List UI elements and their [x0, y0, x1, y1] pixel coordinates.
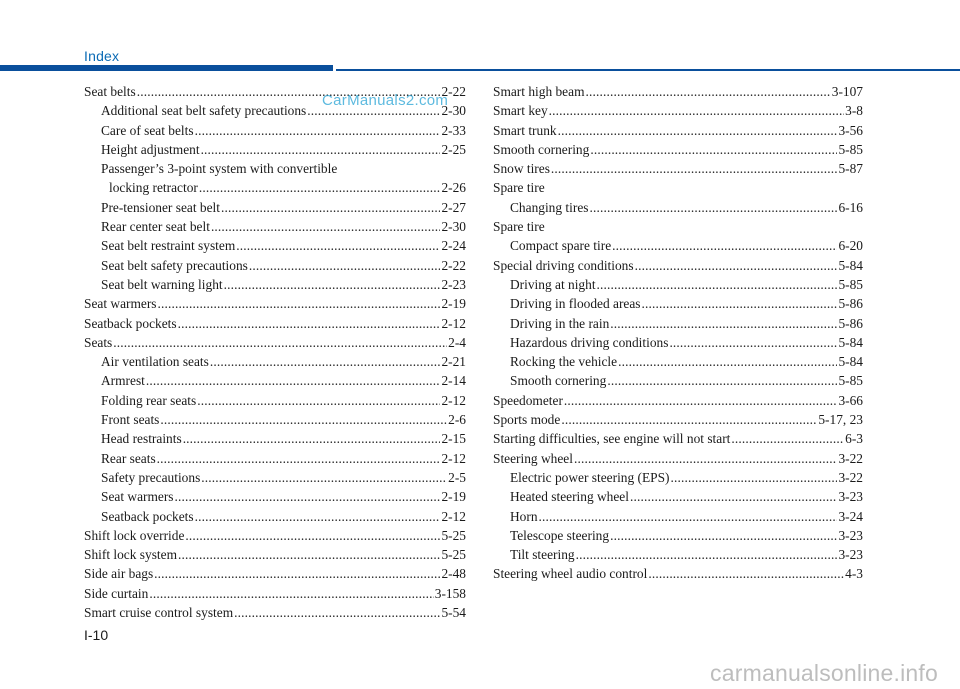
dot-leader: [221, 198, 440, 217]
index-entry-page: 6-20: [838, 238, 863, 254]
index-entry: [493, 140, 863, 159]
index-entry: [84, 487, 466, 506]
index-entry-label: Compact spare tire: [510, 238, 612, 254]
index-entry-label: Sports mode: [493, 412, 561, 428]
index-entry-label: Steering wheel: [493, 450, 573, 466]
index-entry: [84, 391, 466, 410]
index-entry-label: Seat warmers: [101, 489, 174, 505]
dot-leader: [199, 178, 441, 197]
dot-leader: [576, 545, 838, 564]
dot-leader: [635, 256, 838, 275]
header-rule-thin: [336, 69, 960, 71]
index-entry-label: Shift lock override: [84, 527, 185, 543]
index-entry: [84, 236, 466, 255]
index-entry-page: 5-25: [441, 547, 466, 563]
dot-leader: [210, 352, 441, 371]
index-entry-page: 2-33: [441, 122, 466, 138]
index-entry-label: Speedometer: [493, 392, 563, 408]
index-entry: [493, 468, 863, 487]
index-entry: [493, 545, 863, 564]
dot-leader: [549, 101, 844, 120]
index-entry-label: Smart trunk: [493, 122, 557, 138]
dot-leader: [154, 564, 440, 583]
index-entry-page: 5-85: [838, 373, 863, 389]
index-entry-label: Smart cruise control system: [84, 605, 234, 621]
index-entry-page: 2-48: [441, 566, 466, 582]
index-entry-page: 3-107: [831, 84, 863, 99]
index-entry-page: 2-12: [441, 450, 466, 466]
index-entry: [493, 294, 863, 313]
dot-leader: [574, 449, 838, 468]
index-entry-label: Seat belt safety precautions: [101, 257, 248, 273]
dot-leader: [146, 371, 441, 390]
index-entry-label: Horn: [510, 508, 538, 524]
dot-leader: [731, 429, 844, 448]
index-entry: [84, 603, 466, 622]
index-entry-page: 3-23: [838, 527, 863, 543]
index-entry: [84, 545, 466, 564]
dot-leader: [630, 487, 837, 506]
index-entry-label: Care of seat belts: [101, 122, 194, 138]
index-entry: [493, 371, 863, 390]
dot-leader: [586, 82, 831, 101]
dot-leader: [195, 121, 441, 140]
dot-leader: [589, 198, 837, 217]
index-entry-label: Seat warmers: [84, 296, 157, 312]
index-entry-page: 5-25: [441, 527, 466, 543]
index-entry: [84, 449, 466, 468]
index-entry-page: 3-22: [838, 450, 863, 466]
index-entry: [493, 526, 863, 545]
index-entry-page: 2-4: [448, 334, 466, 350]
dot-leader: [197, 391, 440, 410]
dot-leader: [201, 468, 447, 487]
dot-leader: [564, 391, 838, 410]
index-entry: [493, 352, 863, 371]
index-entry: [84, 198, 466, 217]
dot-leader: [561, 410, 817, 429]
index-entry-label: Driving in the rain: [510, 315, 610, 331]
index-entry-page: 5-54: [441, 605, 466, 621]
dot-leader: [590, 140, 837, 159]
dot-leader: [610, 526, 837, 545]
index-entry: [84, 507, 466, 526]
index-entry: [493, 429, 863, 448]
index-entry: [84, 352, 466, 371]
index-entry-label: Smooth cornering: [510, 373, 607, 389]
index-entry-label: Starting difficulties, see engine will not start: [493, 431, 731, 447]
index-entry-label: Snow tires: [493, 161, 550, 177]
index-entry-label: Seat belts: [84, 84, 136, 99]
watermark-text: CarManuals2.com: [322, 92, 449, 109]
index-entry-page: 2-30: [441, 219, 466, 235]
dot-leader: [607, 371, 837, 390]
index-entry-label: Front seats: [101, 412, 160, 428]
index-entry-label: Additional seat belt safety precautions: [101, 103, 307, 119]
index-entry-page: 2-5: [448, 469, 466, 485]
index-entry: [493, 507, 863, 526]
dot-leader: [612, 236, 837, 255]
index-heading: Spare tire: [493, 180, 545, 196]
index-entry-page: 5-84: [838, 334, 863, 350]
dot-leader: [558, 121, 838, 140]
dot-leader: [618, 352, 837, 371]
index-entry-page: 5-84: [838, 257, 863, 273]
index-entry: [84, 410, 466, 429]
index-entry-page: 2-19: [441, 296, 466, 312]
index-entry-page: 5-85: [838, 276, 863, 292]
dot-leader: [183, 429, 441, 448]
dot-leader: [211, 217, 441, 236]
index-entry-page: 5-17, 23: [818, 412, 863, 428]
dot-leader: [539, 507, 838, 526]
index-entry: [493, 449, 863, 468]
index-entry-page: 2-6: [448, 412, 466, 428]
index-entry: [493, 487, 863, 506]
dot-leader: [671, 468, 838, 487]
dot-leader: [160, 410, 447, 429]
dot-leader: [195, 507, 441, 526]
index-entry-page: 3-23: [838, 547, 863, 563]
index-entry-label: Hazardous driving conditions: [510, 334, 669, 350]
index-entry-page: 2-22: [441, 257, 466, 273]
index-heading: Spare tire: [493, 219, 545, 235]
dot-leader: [178, 314, 441, 333]
index-entry-label: Side curtain: [84, 585, 149, 601]
index-entry: [84, 121, 466, 140]
index-entry-page: 3-23: [838, 489, 863, 505]
index-column-right: [493, 82, 863, 584]
index-entry: [493, 101, 863, 120]
page-title: Index: [84, 48, 120, 64]
index-entry-label: Driving at night: [510, 276, 596, 292]
index-entry-label: Heated steering wheel: [510, 489, 629, 505]
dot-leader: [551, 159, 838, 178]
index-entry-label: Electric power steering (EPS): [510, 469, 670, 485]
index-entry-page: 3-158: [434, 585, 466, 601]
index-entry-page: 2-15: [441, 431, 466, 447]
dot-leader: [175, 487, 441, 506]
dot-leader: [597, 275, 838, 294]
index-entry-label: Pre-tensioner seat belt: [101, 199, 220, 215]
dot-leader: [224, 275, 441, 294]
index-entry-page: 6-3: [845, 431, 863, 447]
index-entry: [493, 333, 863, 352]
index-column-left: [84, 82, 466, 622]
index-entry-page: 2-23: [441, 276, 466, 292]
index-entry: [493, 410, 863, 429]
index-entry-label: Changing tires: [510, 199, 589, 215]
dot-leader: [158, 294, 441, 313]
index-entry-label: Telescope steering: [510, 527, 610, 543]
dot-leader: [149, 584, 433, 603]
footer-watermark-url: carmanualsonline.info: [710, 660, 938, 686]
index-entry-page: 2-22: [441, 84, 466, 99]
index-entry-label: Seats: [84, 334, 113, 350]
index-entry: [84, 294, 466, 313]
index-entry: [84, 429, 466, 448]
index-entry-page: 5-86: [838, 296, 863, 312]
index-entry-page: 5-84: [838, 354, 863, 370]
index-entry-page: 3-22: [838, 469, 863, 485]
index-entry-label: Height adjustment: [101, 141, 200, 157]
index-entry-page: 3-8: [845, 103, 863, 119]
index-entry: [493, 159, 863, 178]
index-entry: [493, 564, 863, 583]
index-entry: [493, 236, 863, 255]
index-entry: [84, 526, 466, 545]
index-entry-label: Shift lock system: [84, 547, 177, 563]
index-entry-page: 4-3: [845, 566, 863, 582]
dot-leader: [669, 333, 837, 352]
header-rule-thick: [0, 65, 333, 71]
dot-leader: [185, 526, 440, 545]
index-entry: [493, 198, 863, 217]
index-entry-page: 2-12: [441, 392, 466, 408]
index-entry-label: Air ventilation seats: [101, 354, 209, 370]
index-entry-label: Seatback pockets: [101, 508, 194, 524]
index-entry-page: 2-25: [441, 141, 466, 157]
index-entry: [84, 178, 466, 197]
index-entry-page: 2-14: [441, 373, 466, 389]
dot-leader: [642, 294, 838, 313]
index-entry: [493, 275, 863, 294]
page-number: I-10: [84, 627, 109, 643]
dot-leader: [610, 314, 837, 333]
index-entry-label: Armrest: [101, 373, 145, 389]
index-entry-label: Smooth cornering: [493, 141, 590, 157]
index-entry-page: 2-12: [441, 508, 466, 524]
index-entry-page: 3-56: [838, 122, 863, 138]
index-entry-page: 2-19: [441, 489, 466, 505]
index-entry-page: 3-24: [838, 508, 863, 524]
index-entry-label: Seatback pockets: [84, 315, 177, 331]
dot-leader: [648, 564, 844, 583]
dot-leader: [249, 256, 441, 275]
index-entry-label: Safety precautions: [101, 469, 201, 485]
index-entry-label: Folding rear seats: [101, 392, 197, 408]
index-entry-page: 2-24: [441, 238, 466, 254]
index-entry: [493, 391, 863, 410]
dot-leader: [234, 603, 440, 622]
index-entry-page: 2-30: [441, 103, 466, 119]
index-entry: [84, 584, 466, 603]
index-heading: Passenger’s 3-point system with convertible: [101, 161, 338, 177]
index-entry-label: Special driving conditions: [493, 257, 634, 273]
index-entry-label: Seat belt restraint system: [101, 238, 236, 254]
index-entry: [493, 314, 863, 333]
index-entry-page: 5-85: [838, 141, 863, 157]
index-entry-page: 5-87: [838, 161, 863, 177]
index-entry-page: 2-26: [441, 180, 466, 196]
index-entry: [84, 468, 466, 487]
dot-leader: [201, 140, 441, 159]
index-entry-label: Seat belt warning light: [101, 276, 223, 292]
index-entry-label: Driving in flooded areas: [510, 296, 641, 312]
index-entry-label: Smart key: [493, 103, 548, 119]
index-entry: [84, 256, 466, 275]
index-entry: [493, 256, 863, 275]
dot-leader: [236, 236, 440, 255]
index-entry-page: 3-66: [838, 392, 863, 408]
index-entry-page: 2-27: [441, 199, 466, 215]
dot-leader: [178, 545, 440, 564]
index-entry-page: 5-86: [838, 315, 863, 331]
dot-leader: [113, 333, 447, 352]
index-entry-label: Tilt steering: [510, 547, 575, 563]
index-entry: [493, 82, 863, 101]
index-entry: [84, 564, 466, 583]
index-entry-label: Head restraints: [101, 431, 182, 447]
index-entry-page: 2-12: [441, 315, 466, 331]
dot-leader: [157, 449, 441, 468]
index-entry: [84, 333, 466, 352]
index-entry-page: 2-21: [441, 354, 466, 370]
index-entry: [84, 140, 466, 159]
index-entry: [84, 275, 466, 294]
index-entry-label: Steering wheel audio control: [493, 566, 648, 582]
index-entry-label: Smart high beam: [493, 84, 585, 99]
index-entry-label: locking retractor: [109, 180, 198, 196]
index-entry-label: Rear center seat belt: [101, 219, 210, 235]
index-entry-label: Rocking the vehicle: [510, 354, 618, 370]
index-entry-label: Side air bags: [84, 566, 154, 582]
index-entry: [493, 121, 863, 140]
index-entry: [84, 217, 466, 236]
index-entry-page: 6-16: [838, 199, 863, 215]
index-entry: [84, 371, 466, 390]
index-entry: [84, 314, 466, 333]
index-entry-label: Rear seats: [101, 450, 156, 466]
